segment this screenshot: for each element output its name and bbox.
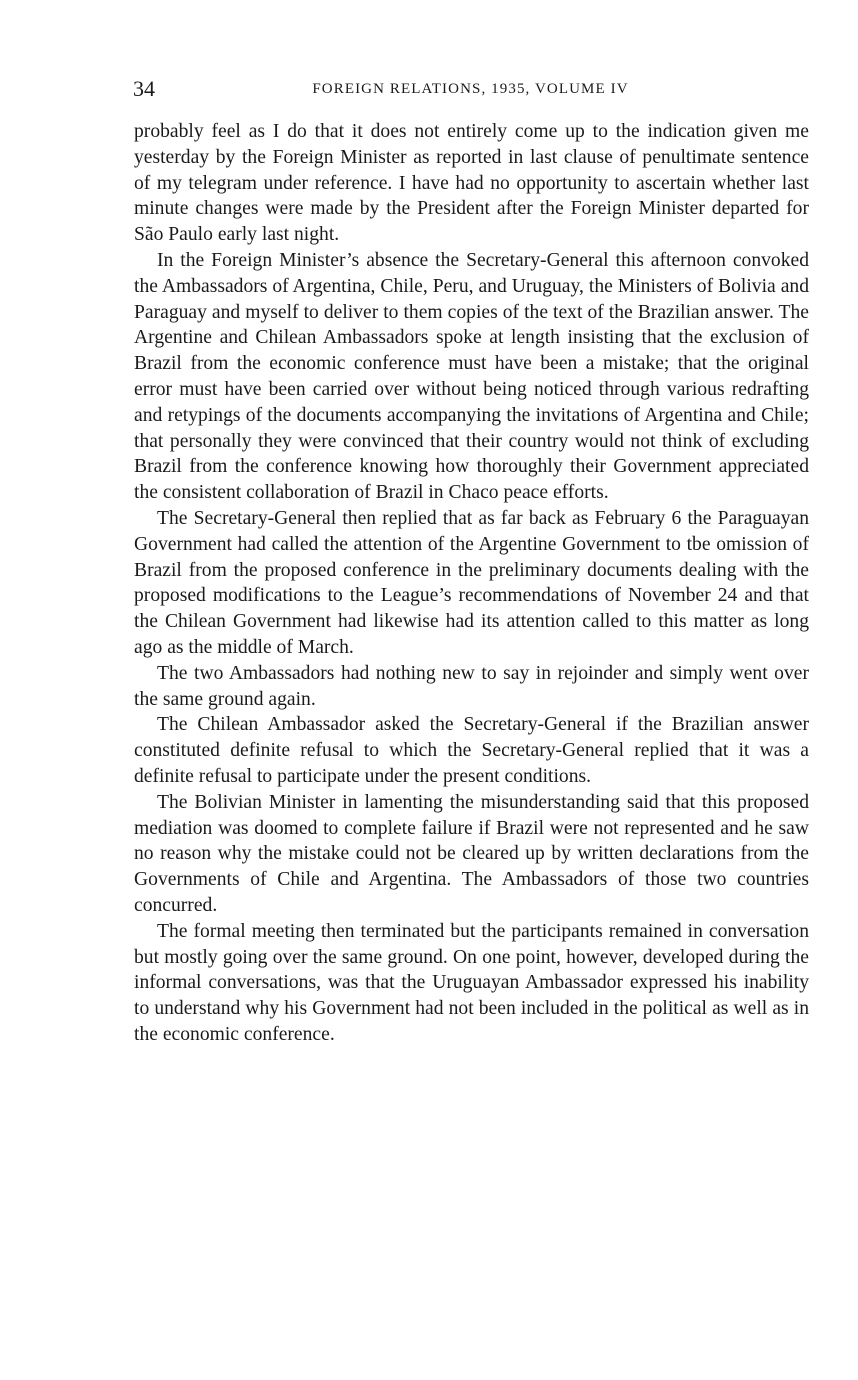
paragraph-secretary-general-meeting: In the Foreign Minister’s absence the Secretary-General this afternoon convoked the Ambassadors of Argentina, Chile, Peru, and Uruguay, the Ministers of Bolivia and Paraguay and myself to deliver to them copies of the text of the Brazilian answer. The Argentine and Chilean Ambassadors spoke at length insisting that the exclusion of Brazil from the economic conference must have been a mistake; that the original error must have been carried over without being noticed through various redrafting and retypings of the documents accompanying the invitations of Argentina and Chile; that personally they were convinced that their country would not think of excluding Brazil from the conference knowing how thoroughly their Government appreciated the consistent collaboration of Brazil in Chaco peace efforts. [134, 249, 809, 504]
page-number: 34 [133, 76, 155, 101]
paragraph-secretary-general-reply: The Secretary-General then replied that as far back as February 6 the Paraguayan Government had called the attention of the Argentine Government to tbe omission of Brazil from the proposed conference in the preliminary documents dealing with the proposed modifications to the League’s recommendations of November 24 and that the Chilean Government had likewise had its attention called to this matter as long ago as the middle of March. [134, 507, 809, 658]
paragraph-ambassadors-rejoinder: The two Ambassadors had nothing new to say in rejoinder and simply went over the same ground again. [134, 662, 809, 710]
running-head: FOREIGN RELATIONS, 1935, VOLUME IV [312, 81, 629, 97]
body-text [134, 119, 809, 1048]
page-header [133, 74, 808, 104]
paragraph-bolivian-minister: The Bolivian Minister in lamenting the misunderstanding said that this proposed mediation was doomed to complete failure if Brazil were not represented and he saw no reason why the mistake could not be cleared up by written declarations from the Governments of Chile and Argentina. The Ambassadors of those two countries concurred. [134, 791, 809, 916]
paragraph-chilean-ambassador: The Chilean Ambassador asked the Secretary-General if the Brazilian answer constituted definite refusal to which the Secretary-General replied that it was a definite refusal to participate under the present conditions. [134, 714, 809, 787]
paragraph-meeting-terminated: The formal meeting then terminated but the participants remained in conversation but mostly going over the same ground. On one point, however, developed during the informal conversations, was that the Uruguayan Ambassador expressed his inability to understand why his Government had not been included in the political as well as in the economic conference. [134, 920, 809, 1045]
paragraph-continuation: probably feel as I do that it does not entirely come up to the indication given me yesterday by the Foreign Minister as reported in last clause of penultimate sentence of my telegram under reference. I have had no opportunity to ascertain whether last minute changes were made by the President after the Foreign Minister departed for São Paulo early last night. [134, 121, 809, 246]
